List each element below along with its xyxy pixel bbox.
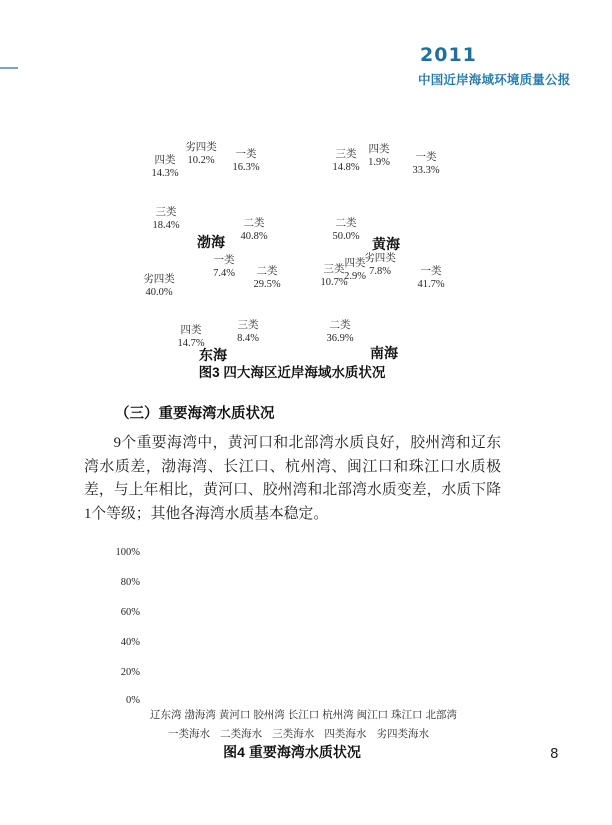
pie-label-pct: 7.8% [369,265,391,277]
pie-label-class: 一类 [420,266,442,277]
pie-label-class: 劣四类 [364,253,396,264]
pie-label-pct: 8.4% [237,332,259,344]
pie-label-pct: 16.3% [232,161,260,173]
pie-label-pct: 18.4% [152,219,180,231]
y-axis-tick: 0% [126,695,140,706]
x-axis-label: 闽江口 [356,710,389,721]
pie-label-class: 三类 [323,264,345,275]
x-axis-label: 杭州湾 [322,710,354,721]
legend-item: 劣四类海水 [376,729,429,740]
pie-label-class: 一类 [415,152,437,163]
pie-label-pct: 41.7% [417,278,445,290]
pie-label-class: 一类 [235,149,257,160]
pie-label-pct: 29.5% [253,278,281,290]
pie-label-class: 三类 [155,207,177,218]
sea-name-huanghai: 黄海 [372,236,400,252]
pie-label-class: 四类 [180,325,202,336]
report-title: 中国近岸海域环境质量公报 [418,73,571,87]
pie-label-pct: 14.3% [151,167,179,179]
pie-label-class: 劣四类 [143,274,175,285]
sea-name-donghai: 东海 [199,347,227,363]
pie-label-class: 三类 [335,149,357,160]
pie-label-pct: 14.7% [177,337,205,349]
pie-label-class: 四类 [154,155,176,166]
y-axis-tick: 20% [120,667,140,678]
legend-item: 四类海水 [324,729,367,740]
sea-name-nanhai: 南海 [370,345,398,361]
legend-item: 二类海水 [220,729,263,740]
y-axis-tick: 40% [120,637,140,648]
legend-item: 一类海水 [168,729,210,740]
pie-label-class: 劣四类 [185,142,217,153]
pie-label-pct: 1.9% [368,156,390,168]
x-axis-label: 胶州湾 [253,710,285,721]
y-axis-tick: 80% [120,577,140,588]
pie-label-class: 三类 [237,320,259,331]
pie-label-class: 二类 [243,218,265,229]
y-axis-tick: 60% [120,607,140,618]
pie-label-pct: 40.8% [240,230,268,242]
pie-label-pct: 10.2% [187,154,215,166]
x-axis-label: 长江口 [287,710,320,721]
pie-label-pct: 50.0% [332,230,360,242]
pie-label-class: 二类 [329,320,351,331]
pie-label-pct: 10.7% [320,276,348,288]
pie-label-pct: 2.9% [344,270,366,282]
chart-legend [168,726,429,741]
pie-label-pct: 40.0% [145,286,173,298]
report-year: 2011 [420,44,477,66]
pie-label-class: 一类 [213,255,235,266]
x-axis-label: 辽东湾 [150,710,182,721]
x-axis-label: 北部湾 [425,710,457,721]
section-paragraph: 9个重要海湾中，黄河口和北部湾水质良好，胶州湾和辽东湾水质差，渤海湾、长江口、杭州湾、闽江口和珠江口水质极差，与上年相比，黄河口、胶州湾和北部湾水质变差，水质下降1个等级；其他各海湾水质基本稳定。 [84,435,501,522]
x-axis-label: 珠江口 [391,710,423,721]
x-axis-label: 黄河口 [218,710,251,721]
pie-label-class: 四类 [344,258,366,269]
pie-label-pct: 33.3% [412,164,440,176]
pie-label-pct: 36.9% [326,332,354,344]
pie-label-class: 二类 [335,218,357,229]
y-axis-tick: 100% [115,547,140,558]
pie-label-pct: 7.4% [213,267,235,279]
section-heading: （三）重要海湾水质状况 [115,406,275,422]
pie-label-class: 二类 [256,266,278,277]
x-axis-categories [150,707,457,722]
figure-4-caption: 图4 重要海湾水质状况 [223,744,361,760]
figure-3-caption: 图3 四大海区近岸海域水质状况 [198,365,386,380]
x-axis-label: 渤海湾 [184,710,216,721]
pie-label-class: 四类 [368,144,390,155]
sea-name-bohai: 渤海 [197,234,225,250]
pie-label-pct: 14.8% [332,161,360,173]
legend-item: 三类海水 [272,729,315,740]
page-number: 8 [550,746,559,762]
